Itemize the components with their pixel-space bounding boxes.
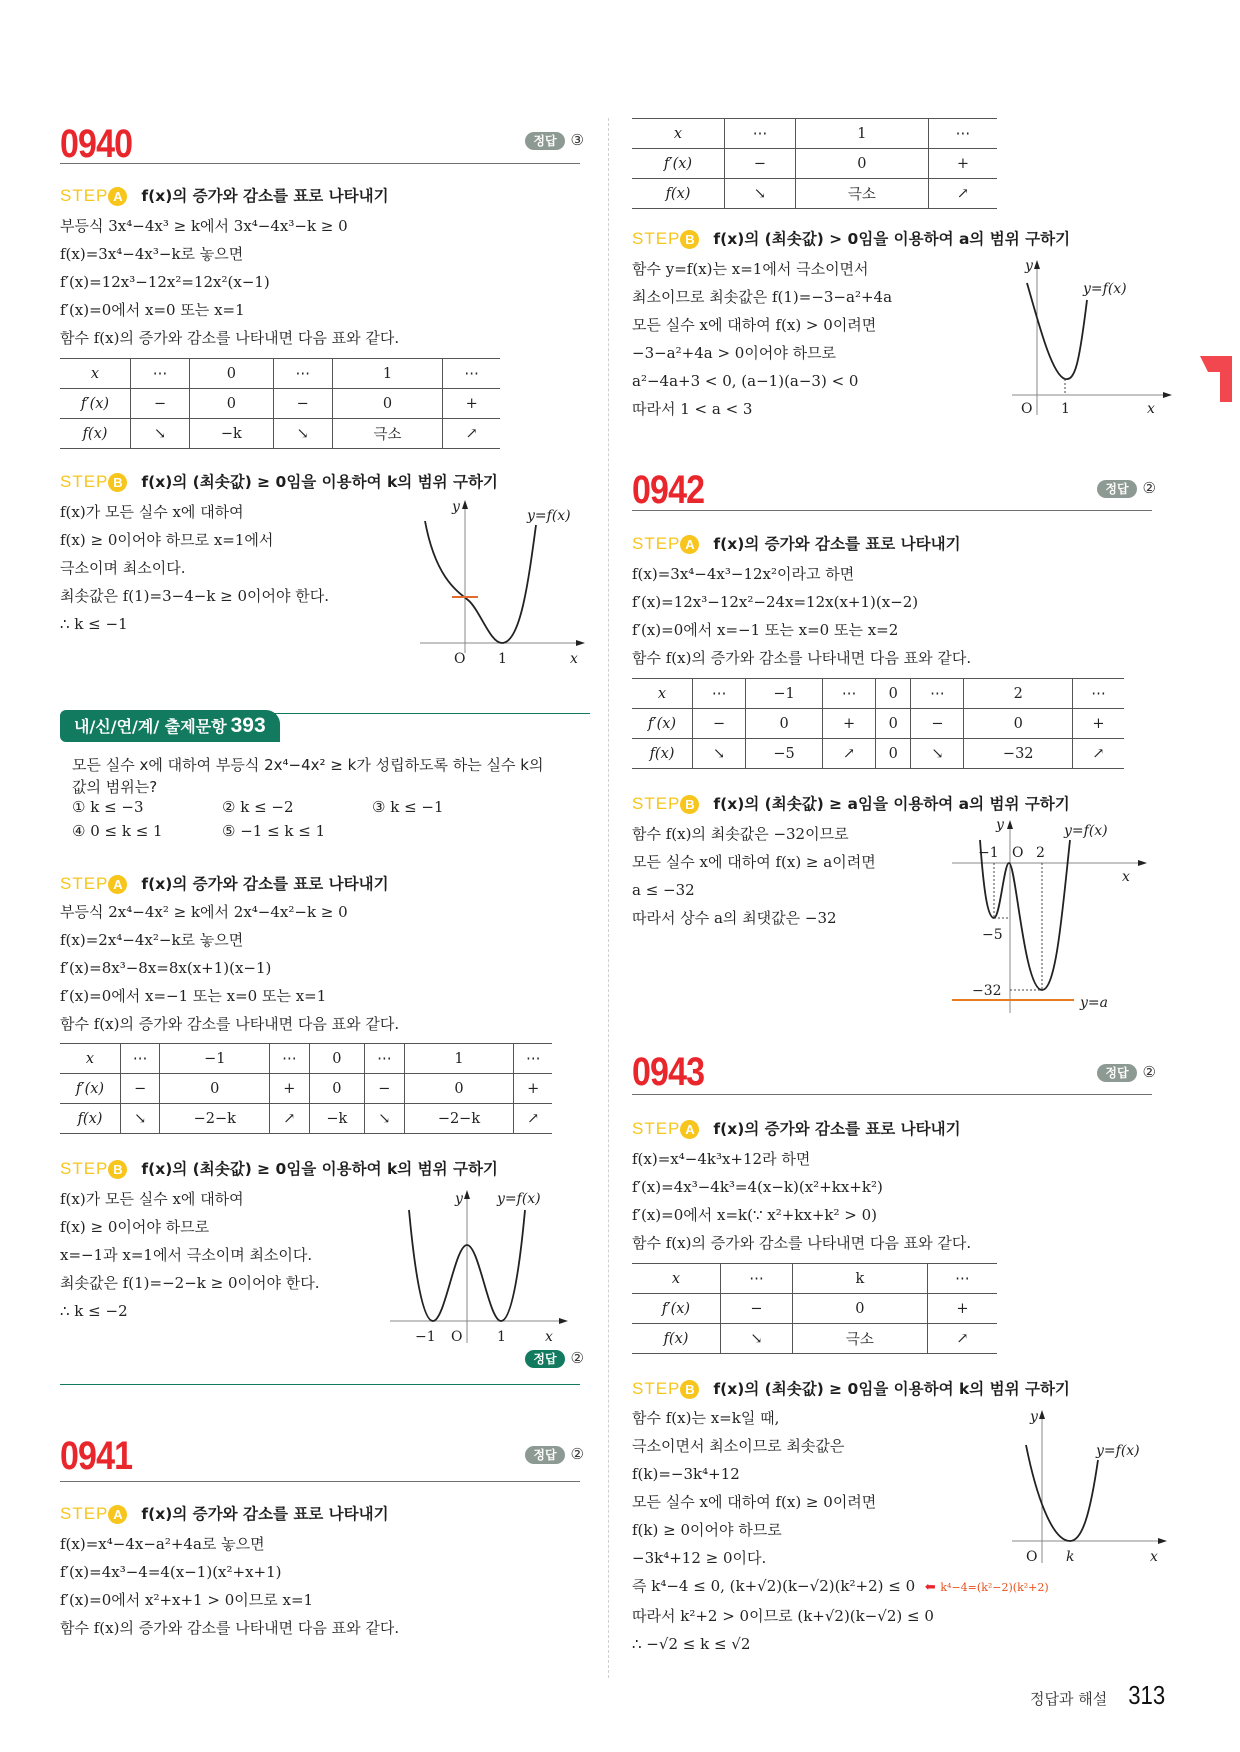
svg-text:x: x [1150,1549,1158,1565]
header-rule [60,1481,580,1482]
variation-table: x ⋯ −1 ⋯ 0 ⋯ 1 ⋯ f′(x) − 0 + 0 − 0 + f(x) ↘ −2−k ↗ −k ↘ −2−k ↗ [60,1043,552,1134]
answer-indicator [525,130,584,150]
svg-text:y=f(x): y=f(x) [527,508,571,524]
step-a-body: f(x)=x⁴−4x−a²+4a로 놓으면 f′(x)=4x³−4=4(x−1)(x²+x+1) f′(x)=0에서 x²+x+1 > 0이므로 x=1 함수 f(x)의 증가와 감소를 나타내면 다음 표와 같다. [60,1535,400,1637]
svg-text:x: x [1147,401,1155,417]
answer-value: ② [570,1445,584,1463]
svg-text:O: O [1021,401,1033,417]
function-graph [952,815,1162,1015]
answer-badge: 정답 [525,1446,564,1464]
note-arrow-icon: ⬅ [924,1580,936,1595]
function-graph [1007,255,1177,420]
choice-4: ④ 0 ≤ k ≤ 1 [72,822,163,840]
step-a-body: 부등식 3x⁴−4x³ ≥ k에서 3x⁴−4x³−k ≥ 0 f(x)=3x⁴−4x³−k로 놓으면 f′(x)=12x³−12x²=12x²(x−1) f′(x)=0에서 x=0 또는 x=1 함수 f(x)의 증가와 감소를 나타내면 다음 표와 같다. [60,217,400,347]
step-a-heading: STEP A f(x)의 증가와 감소를 표로 나타내기 [60,186,389,205]
step-b-heading: STEP B f(x)의 (최솟값) > 0임을 이용하여 a의 범위 구하기 [632,229,1071,248]
problem-number: 0943 [632,1050,705,1094]
neisin-question: 모든 실수 x에 대하여 부등식 2x⁴−4x² ≥ k가 성립하도록 하는 실수 k의 값의 범위는? [72,756,544,796]
svg-text:O: O [1026,1549,1038,1565]
svg-text:O: O [1012,845,1024,861]
svg-text:1: 1 [497,1329,506,1345]
section-rule [60,1384,580,1385]
svg-text:y=f(x): y=f(x) [1096,1443,1140,1459]
step-a-heading: STEP A f(x)의 증가와 감소를 표로 나타내기 [60,1504,389,1523]
svg-text:y=a: y=a [1080,995,1108,1011]
answer-value: ② [1142,479,1156,497]
svg-text:k: k [1066,1549,1075,1565]
svg-text:y=f(x): y=f(x) [497,1191,541,1207]
svg-text:O: O [454,651,466,667]
function-graph [1002,1405,1172,1565]
svg-text:−1: −1 [415,1329,436,1345]
step-a-body: f(x)=x⁴−4k³x+12라 하면 f′(x)=4x³−4k³=4(x−k)(x²+kx+k²) f′(x)=0에서 x=k(∵ x²+kx+k² > 0) 함수 f(x)의 증가와 감소를 나타내면 다음 표와 같다. [632,1150,972,1252]
variation-table: x ⋯ 1 ⋯ f′(x) − 0 + f(x) ↘ 극소 ↗ [632,118,997,209]
header-rule [632,510,1152,511]
answer-badge: 정답 [1097,480,1136,498]
answer-badge: 정답 [525,132,564,150]
svg-text:O: O [451,1329,463,1345]
variation-table: x ⋯ −1 ⋯ 0 ⋯ 2 ⋯ f′(x) − 0 + 0 − 0 + f(x) ↘ −5 ↗ 0 ↘ −32 ↗ [632,678,1124,769]
choice-5: ⑤ −1 ≤ k ≤ 1 [222,822,326,840]
svg-text:−1: −1 [978,845,999,861]
answer-value: ③ [570,131,584,149]
step-b-heading: STEP B f(x)의 (최솟값) ≥ a임을 이용하여 a의 범위 구하기 [632,794,1070,813]
svg-text:2: 2 [1036,845,1045,861]
step-b-body: 함수 y=f(x)는 x=1에서 극소이면서 최소이므로 최솟값은 f(1)=−3−a²+4a 모든 실수 x에 대하여 f(x) > 0이려면 −3−a²+4a > 0이어야 하므로 a²−4a+3 < 0, (a−1)(a−3) < 0 따라서 1 < a < 3 [632,260,893,418]
step-b-body: 함수 f(x)의 최솟값은 −32이므로 모든 실수 x에 대하여 f(x) ≥ a이려면 a ≤ −32 따라서 상수 a의 최댓값은 −32 [632,825,876,927]
step-a-body: f(x)=3x⁴−4x³−12x²이라고 하면 f′(x)=12x³−12x²−24x=12x(x+1)(x−2) f′(x)=0에서 x=−1 또는 x=0 또는 x=2 함수 f(x)의 증가와 감소를 나타내면 다음 표와 같다. [632,565,972,667]
svg-text:x: x [545,1329,553,1345]
svg-text:1: 1 [498,651,507,667]
step-a-body: 부등식 2x⁴−4x² ≥ k에서 2x⁴−4x²−k ≥ 0 f(x)=2x⁴−4x²−k로 놓으면 f′(x)=8x³−8x=8x(x+1)(x−1) f′(x)=0에서 x=−1 또는 x=0 또는 x=1 함수 f(x)의 증가와 감소를 나타내면 다음 표와 같다. [60,903,400,1033]
factor-note: k⁴−4=(k²−2)(k²+2) [940,1581,1049,1594]
step-b-heading: STEP B f(x)의 (최솟값) ≥ 0임을 이용하여 k의 범위 구하기 [632,1379,1070,1398]
neisin-banner: 내/신/연/계/ 출제문항 393 [60,710,590,750]
svg-text:y=f(x): y=f(x) [1064,823,1108,839]
step-b-body: f(x)가 모든 실수 x에 대하여 f(x) ≥ 0이어야 하므로 x=−1과 x=1에서 극소이며 최소이다. 최솟값은 f(1)=−2−k ≥ 0이어야 한다. ∴ k ≤ −2 [60,1190,320,1320]
answer-indicator [1097,478,1156,498]
svg-text:y: y [1025,258,1033,274]
svg-text:y: y [996,817,1004,833]
column-divider [608,118,609,1678]
variation-table: x ⋯ 0 ⋯ 1 ⋯ f′(x) − 0 − 0 + f(x) ↘ −k ↘ 극소 ↗ [60,358,500,449]
step-a-heading: STEP A f(x)의 증가와 감소를 표로 나타내기 [632,534,961,553]
svg-text:−5: −5 [982,927,1003,943]
svg-text:−32: −32 [972,983,1002,999]
problem-number: 0940 [60,122,133,166]
choice-2: ② k ≤ −2 [222,798,294,816]
step-b-body: 함수 f(x)는 x=k일 때, 극소이면서 최소이므로 최솟값은 f(k)=−3k⁴+12 모든 실수 x에 대하여 f(x) ≥ 0이려면 f(k) ≥ 0이어야 하므로 −3k⁴+12 ≥ 0이다. 즉 k⁴−4 ≤ 0, (k+√2)(k−√2)(k²+2) ≤ 0 ⬅ k⁴−4=(k²−2)(k²+2) 따라서 k²+2 > 0이므로 (k+√2)(k−√2) ≤ 0 ∴ −√2 ≤ k ≤ √2 [632,1409,1049,1653]
answer-indicator [525,1444,584,1464]
answer-badge: 정답 [1097,1064,1136,1082]
svg-text:x: x [570,651,578,667]
step-a-heading: STEP A f(x)의 증가와 감소를 표로 나타내기 [60,874,389,893]
step-b-heading: STEP B f(x)의 (최솟값) ≥ 0임을 이용하여 k의 범위 구하기 [60,472,498,491]
header-rule [632,1094,1152,1095]
footer-label: 정답과 해설 [1030,1690,1108,1708]
svg-text:y=f(x): y=f(x) [1083,281,1127,297]
answer-indicator [1097,1062,1156,1082]
page-footer [1030,1680,1169,1711]
problem-number: 0942 [632,468,705,512]
function-graph [410,495,590,667]
answer-value: ② [570,1349,584,1367]
problem-number: 0941 [60,1434,133,1478]
answer-value: ② [1142,1063,1156,1081]
header-rule [60,163,580,164]
function-graph [385,1185,585,1345]
variation-table: x ⋯ k ⋯ f′(x) − 0 + f(x) ↘ 극소 ↗ [632,1263,997,1354]
svg-text:y: y [455,1191,463,1207]
step-b-heading: STEP B f(x)의 (최솟값) ≥ 0임을 이용하여 k의 범위 구하기 [60,1159,498,1178]
svg-text:y: y [1030,1409,1038,1425]
svg-text:1: 1 [1061,401,1070,417]
page-number: 313 [1128,1680,1166,1710]
answer-badge: 정답 [525,1350,564,1368]
answer-indicator [525,1348,584,1368]
choice-3: ③ k ≤ −1 [372,798,444,816]
step-b-body: f(x)가 모든 실수 x에 대하여 f(x) ≥ 0이어야 하므로 x=1에서 극소이며 최소이다. 최솟값은 f(1)=3−4−k ≥ 0이어야 한다. ∴ k ≤ −1 [60,503,330,633]
step-a-heading: STEP A f(x)의 증가와 감소를 표로 나타내기 [632,1119,961,1138]
svg-text:x: x [1122,869,1130,885]
svg-text:y: y [452,499,460,515]
choice-1: ① k ≤ −3 [72,798,144,816]
